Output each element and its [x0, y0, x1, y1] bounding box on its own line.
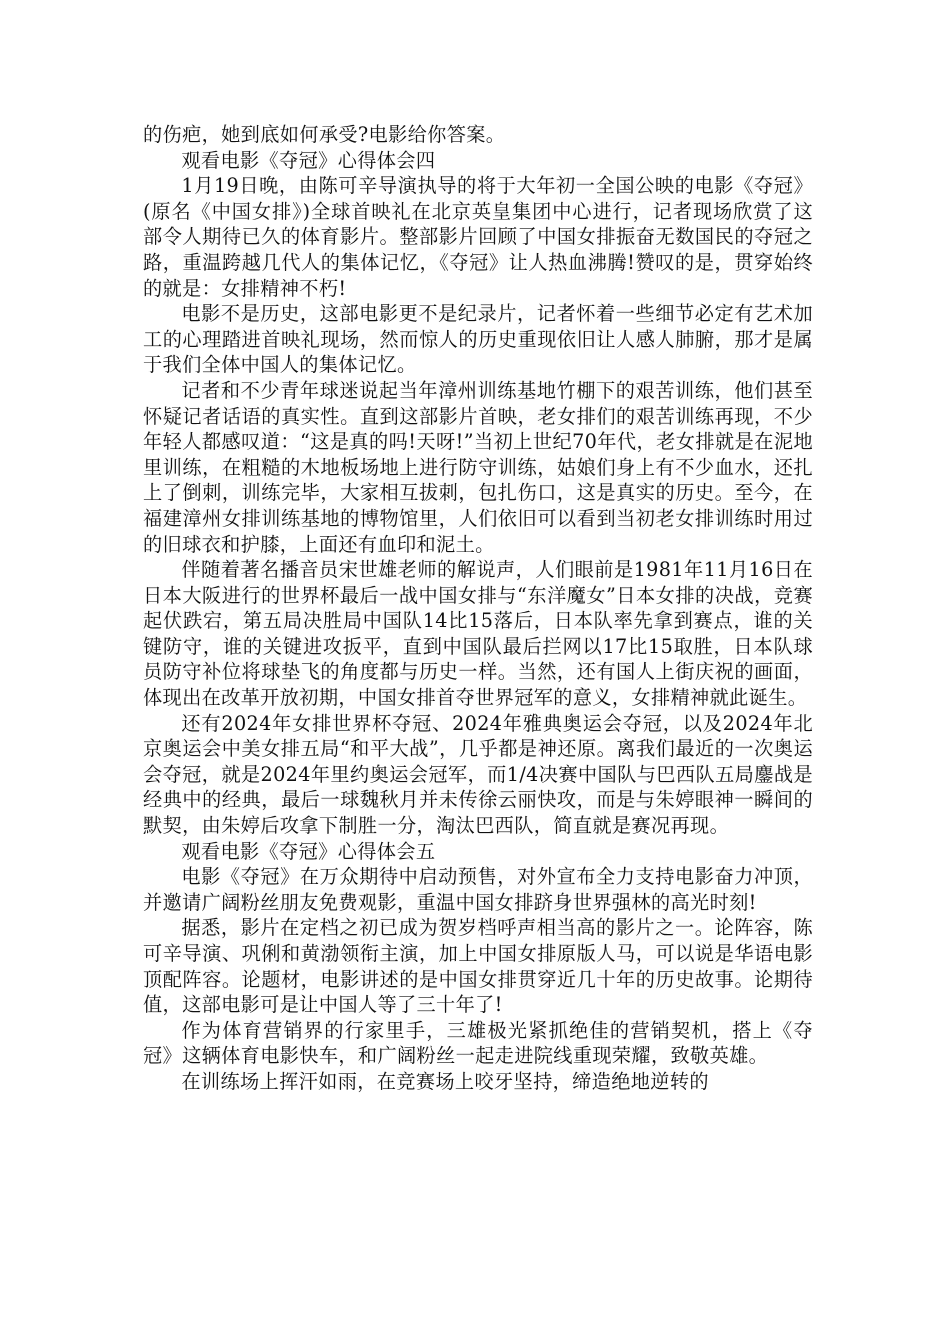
body-paragraph: 1月19日晚，由陈可辛导演执导的将于大年初一全国公映的电影《夺冠》(原名《中国女排》)全球首映礼在北京英皇集团中心进行，记者现场欣赏了这部令人期待已久的体育影片。整部影片回顾了中国女排振奋无数国民的夺冠之路，重温跨越几代人的集体记忆，《夺冠》让人热血沸腾!赞叹的是，贯穿始终的就是：女排精神不朽!: [143, 174, 813, 300]
paragraph-continued: 的伤疤，她到底如何承受?电影给你答案。: [143, 123, 506, 146]
body-paragraph: 伴随着著名播音员宋世雄老师的解说声，人们眼前是1981年11月16日在日本大阪进行的世界杯最后一战中国女排与“东洋魔女”日本女排的决战，竞赛起伏跌宕，第五局决胜局中国队14比15落后，日本队率先拿到赛点，谁的关键防守，谁的关键进攻扳平，直到中国队最后拦网以17比15取胜，日本队球员防守补位将球垫飞的角度都与历史一样。当然，还有国人上街庆祝的画面，体现出在改革开放初期，中国女排首夺世界冠军的意义，女排精神就此诞生。: [143, 558, 813, 710]
section-heading-4: 观看电影《夺冠》心得体会四: [181, 148, 436, 172]
body-paragraph: 还有2024年女排世界杯夺冠、2024年雅典奥运会夺冠，以及2024年北京奥运会中美女排五局“和平大战”，几乎都是神还原。离我们最近的一次奥运会夺冠，就是2024年里约奥运会冠军，而1/4决赛中国队与巴西队五局鏖战是经典中的经典，最后一球魏秋月并未传徐云丽快攻，而是与朱婷眼神一瞬间的默契，由朱婷后攻拿下制胜一分，淘汰巴西队，简直就是赛况再现。: [143, 711, 813, 838]
document-page: [143, 122, 813, 1095]
body-paragraph: 作为体育营销界的行家里手，三雄极光紧抓绝佳的营销契机，搭上《夺冠》这辆体育电影快车，和广阔粉丝一起走进院线重现荣耀，致敬英雄。: [143, 1018, 813, 1068]
body-paragraph: 据悉，影片在定档之初已成为贺岁档呼声相当高的影片之一。论阵容，陈可辛导演、巩俐和黄渤领衔主演，加上中国女排原版人马，可以说是华语电影顶配阵容。论题材，电影讲述的是中国女排贯穿近几十年的历史故事。论期待值，这部电影可是让中国人等了三十年了!: [143, 916, 813, 1017]
body-paragraph: 电影不是历史，这部电影更不是纪录片，记者怀着一些细节必定有艺术加工的心理踏进首映礼现场，然而惊人的历史重现依旧让人感人肺腑，那才是属于我们全体中国人的集体记忆。: [143, 302, 813, 377]
body-paragraph: 在训练场上挥汗如雨，在竞赛场上咬牙坚持，缔造绝地逆转的: [181, 1069, 709, 1093]
section-heading-5: 观看电影《夺冠》心得体会五: [181, 839, 436, 863]
body-paragraph: 电影《夺冠》在万众期待中启动预售，对外宣布全力支持电影奋力冲顶，并邀请广阔粉丝朋友免费观影，重温中国女排跻身世界强林的高光时刻!: [143, 865, 813, 914]
body-paragraph: 记者和不少青年球迷说起当年漳州训练基地竹棚下的艰苦训练，他们甚至怀疑记者话语的真实性。直到这部影片首映，老女排们的艰苦训练再现，不少年轻人都感叹道：“这是真的吗!天呀!”当初上世纪70年代，老女排就是在泥地里训练，在粗糙的木地板场地上进行防守训练，姑娘们身上有不少血水，还扎上了倒刺，训练完毕，大家相互拔刺，包扎伤口，这是真实的历史。至今，在福建漳州女排训练基地的博物馆里，人们依旧可以看到当初老女排训练时用过的旧球衣和护膝，上面还有血印和泥土。: [143, 378, 813, 556]
